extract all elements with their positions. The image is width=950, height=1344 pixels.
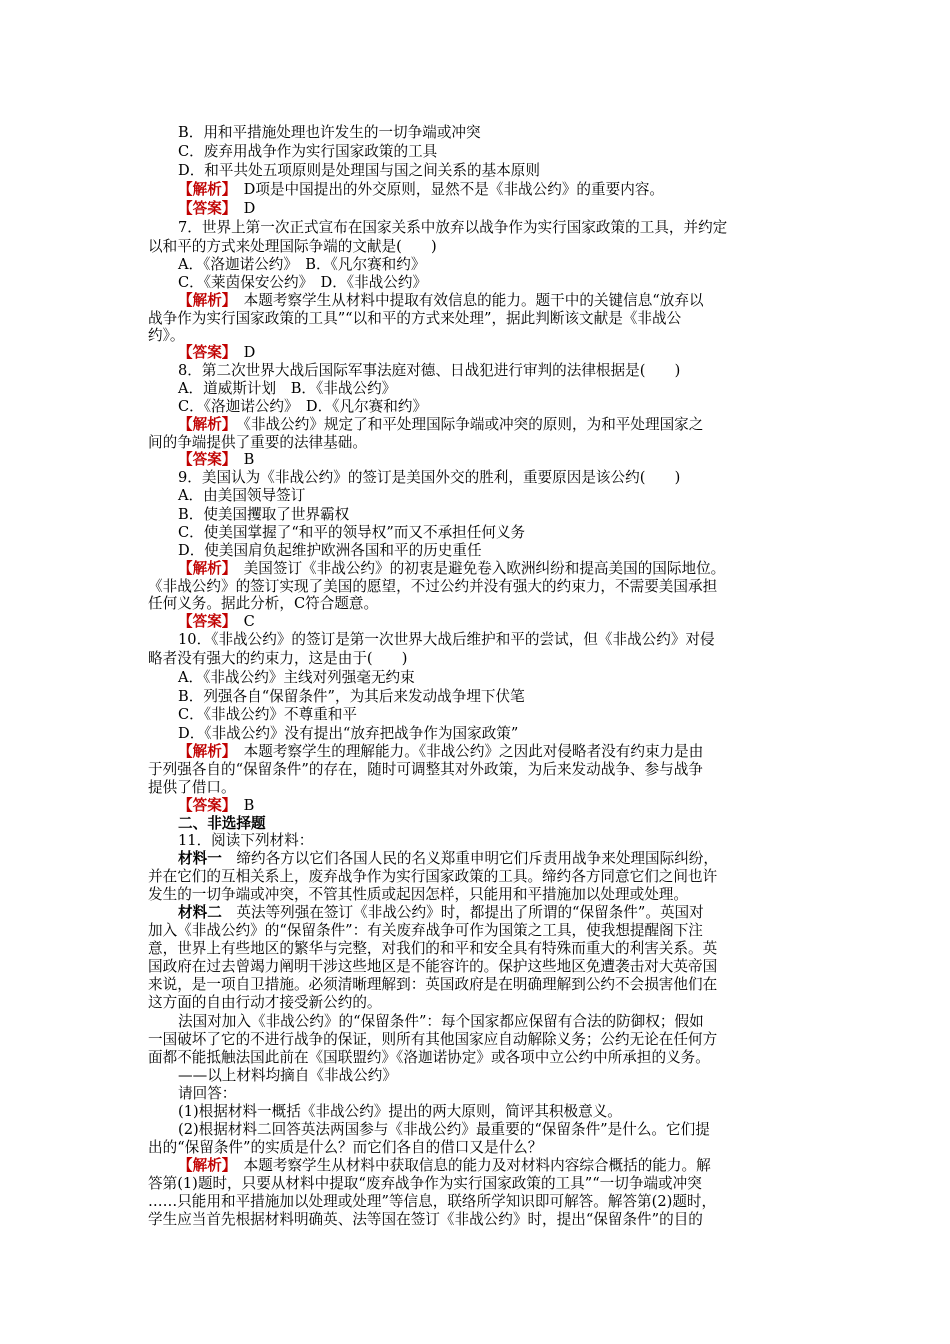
- question-line: 以和平的方式来处理国际争端的文献是( ): [148, 238, 437, 255]
- material-line: 加入《非战公约》的“保留条件”：有关废弃战争可作为国策之工具，使我想提醒阁下注: [148, 922, 703, 939]
- analysis-tag: 【解析】: [178, 743, 230, 760]
- analysis-tag: 【解析】: [178, 416, 230, 433]
- analysis-line: ……只能用和平措施加以处理或处理”等信息，联络所学知识即可解答。解答第(2)题时，: [148, 1193, 717, 1210]
- analysis-line: 【解析】 本题考察学生从材料中提取有效信息的能力。题干中的关键信息“放弃以: [178, 292, 704, 309]
- option-line: C．《莱茵保安公约》 D．《非战公约》: [178, 274, 428, 291]
- answer-line: 【答案】 D: [178, 344, 256, 361]
- question-line: 11．阅读下列材料：: [178, 832, 314, 849]
- material-label: 材料二: [178, 904, 222, 921]
- analysis-line: 《非战公约》的签订实现了美国的愿望，不过公约并没有强大的约束力，不需要美国承担: [148, 578, 718, 595]
- section-heading: 二、非选择题: [178, 815, 266, 832]
- option-line: A．道威斯计划 B．《非战公约》: [178, 380, 397, 397]
- question-line: 略者没有强大的约束力，这是由于( ): [148, 650, 408, 667]
- material-line: 发生的一切争端或冲突，不管其性质或起因怎样，只能用和平措施加以处理或处理。: [148, 886, 688, 903]
- question-line: 8．第二次世界大战后国际军事法庭对德、日战犯进行审判的法律根据是( ): [178, 362, 681, 379]
- material-line: 并在它们的互相关系上，废弃战争作为实行国家政策的工具。缔约各方同意它们之间也许: [148, 868, 718, 885]
- analysis-line: 学生应当首先根据材料明确英、法等国在签订《非战公约》时，提出“保留条件”的目的: [148, 1211, 703, 1228]
- analysis-line: 【解析】 《非战公约》规定了和平处理国际争端或冲突的原则，为和平处理国家之: [178, 416, 704, 433]
- option-line: C．《洛迦诺公约》 D．《凡尔赛和约》: [178, 398, 428, 415]
- option-line: A．《非战公约》主线对列强毫无约束: [178, 669, 415, 686]
- answer-line: 【答案】 D: [178, 200, 256, 217]
- question-line: 9．美国认为《非战公约》的签订是美国外交的胜利，重要原因是该公约( ): [178, 469, 681, 486]
- answer-tag: 【答案】: [178, 451, 230, 468]
- option-line: B．用和平措施处理也许发生的一切争端或冲突: [178, 124, 481, 141]
- option-line: B．使美国攫取了世界霸权: [178, 506, 350, 523]
- analysis-line: 【解析】 美国签订《非战公约》的初衷是避免卷入欧洲纠纷和提高美国的国际地位。: [178, 560, 726, 577]
- option-line: C．使美国掌握了“和平的领导权”而又不承担任何义务: [178, 524, 526, 541]
- question-line: 7．世界上第一次正式宣布在国家关系中放弃以战争作为实行国家政策的工具，并约定: [178, 219, 728, 236]
- option-line: D．使美国肩负起维护欧洲各国和平的历史重任: [178, 542, 482, 559]
- material-line: 一国破坏了它的不进行战争的保证，则所有其他国家应自动解除义务；公约无论在任何方: [148, 1031, 718, 1048]
- analysis-line: 间的争端提供了重要的法律基础。: [148, 434, 367, 451]
- option-line: A．《洛迦诺公约》 B．《凡尔赛和约》: [178, 256, 426, 273]
- analysis-line: 任何义务。据此分析，C符合题意。: [148, 595, 379, 612]
- material-label: 材料一: [178, 850, 222, 867]
- question-line: 出的“保留条件”的实质是什么？而它们各自的借口又是什么？: [148, 1139, 543, 1156]
- analysis-line: 【解析】 本题考察学生的理解能力。《非战公约》之因此对侵略者没有约束力是由: [178, 743, 704, 760]
- material-line: 材料一 缔约各方以它们各国人民的名义郑重申明它们斥责用战争来处理国际纠纷，: [178, 850, 718, 867]
- answer-line: 【答案】 B: [178, 797, 255, 814]
- option-line: D．《非战公约》没有提出“放弃把战争作为国家政策”: [178, 725, 519, 742]
- material-line: 材料二 英法等列强在签订《非战公约》时，都提出了所谓的“保留条件”。英国对: [178, 904, 704, 921]
- analysis-tag: 【解析】: [178, 560, 230, 577]
- analysis-line: 【解析】 本题考察学生从材料中获取信息的能力及对材料内容综合概括的能力。解: [178, 1157, 711, 1174]
- answer-tag: 【答案】: [178, 200, 230, 217]
- source-line: ——以上材料均摘自《非战公约》: [178, 1067, 397, 1084]
- answer-tag: 【答案】: [178, 344, 230, 361]
- question-line: 请回答：: [178, 1085, 237, 1102]
- answer-tag: 【答案】: [178, 613, 230, 630]
- analysis-line: 约》。: [148, 327, 185, 344]
- analysis-tag: 【解析】: [178, 181, 230, 198]
- analysis-line: 【解析】 D项是中国提出的外交原则，显然不是《非战公约》的重要内容。: [178, 181, 665, 198]
- material-line: 来说，是一项自卫措施。必须清晰理解到：英国政府是在明确理解到公约不会损害他们在: [148, 976, 718, 993]
- question-line: (1)根据材料一概括《非战公约》提出的两大原则，简评其积极意义。: [178, 1103, 622, 1120]
- analysis-tag: 【解析】: [178, 292, 230, 309]
- question-line: (2)根据材料二回答英法两国参与《非战公约》最重要的“保留条件”是什么。它们提: [178, 1121, 710, 1138]
- material-line: 国政府在过去曾竭力阐明干涉这些地区是不能容许的。保护这些地区免遭袭击对大英帝国: [148, 958, 718, 975]
- analysis-line: 答第(1)题时，只要从材料中提取“废弃战争作为实行国家政策的工具”“一切争端或冲突: [148, 1175, 702, 1192]
- answer-line: 【答案】 C: [178, 613, 255, 630]
- material-line: 这方面的自由行动才接受新公约的。: [148, 994, 382, 1011]
- option-line: A．由美国领导签订: [178, 487, 306, 504]
- analysis-line: 提供了借口。: [148, 779, 236, 796]
- question-line: 10．《非战公约》的签订是第一次世界大战后维护和平的尝试，但《非战公约》对侵: [178, 631, 715, 648]
- option-line: B．列强各自“保留条件”，为其后来发动战争埋下伏笔: [178, 688, 525, 705]
- material-line: 法国对加入《非战公约》的“保留条件”：每个国家都应保留有合法的防御权；假如: [178, 1013, 704, 1030]
- material-line: 面都不能抵触法国此前在《国联盟约》《洛迦诺协定》或各项中立公约中所承担的义务。: [148, 1049, 710, 1066]
- analysis-tag: 【解析】: [178, 1157, 230, 1174]
- answer-tag: 【答案】: [178, 797, 230, 814]
- option-line: C．《非战公约》不尊重和平: [178, 706, 357, 723]
- analysis-line: 战争作为实行国家政策的工具”“以和平的方式来处理”，据此判断该文献是《非战公: [148, 310, 682, 327]
- material-line: 意，世界上有些地区的繁华与完整，对我们的和平和安全具有特殊而重大的利害关系。英: [148, 940, 718, 957]
- answer-line: 【答案】 B: [178, 451, 255, 468]
- option-line: D．和平共处五项原则是处理国与国之间关系的基本原则: [178, 162, 540, 179]
- option-line: C．废弃用战争作为实行国家政策的工具: [178, 143, 438, 160]
- analysis-line: 于列强各自的“保留条件”的存在，随时可调整其对外政策，为后来发动战争、参与战争: [148, 761, 703, 778]
